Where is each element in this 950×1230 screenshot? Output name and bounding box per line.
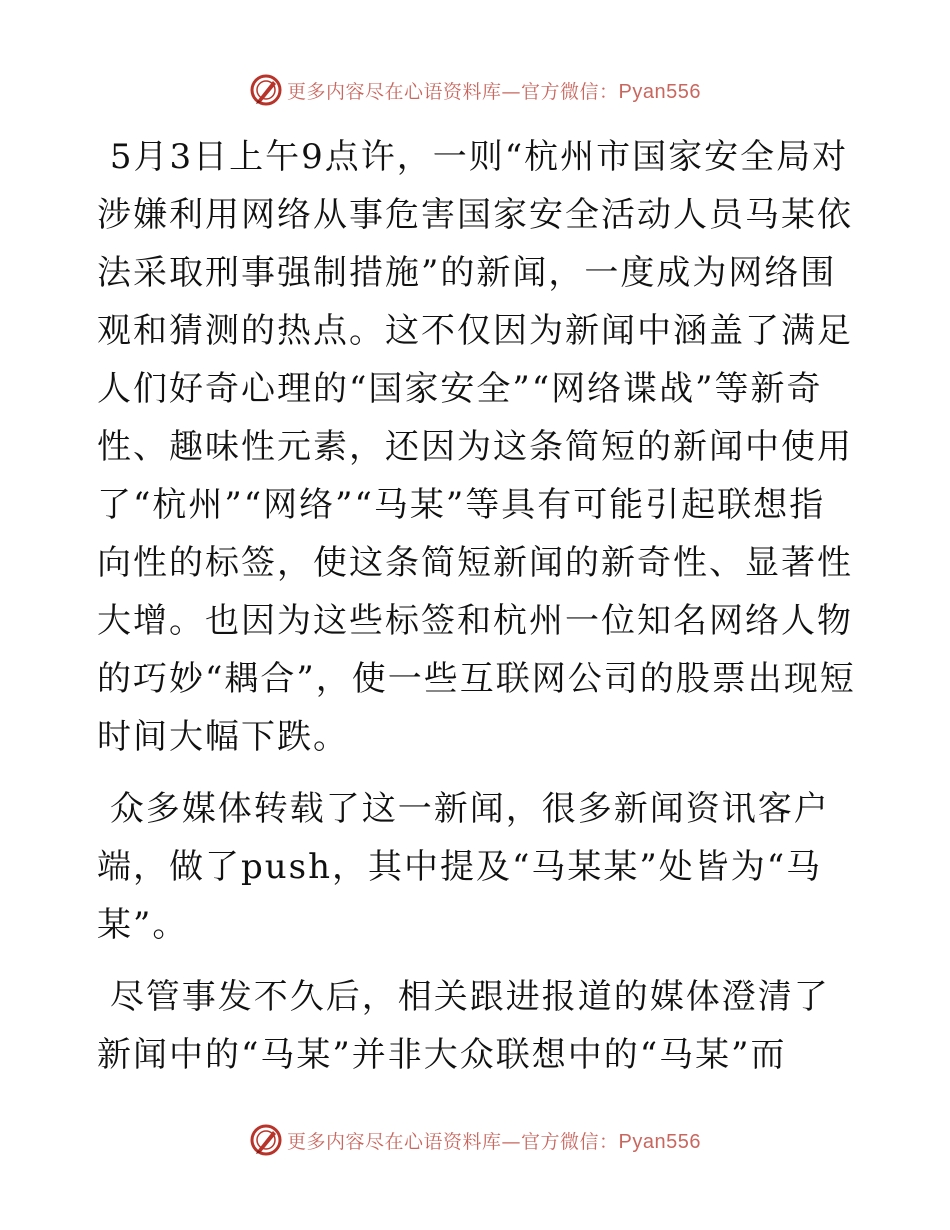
banner-slogan: 更多内容尽在心语资料库—官方微信： [287,80,619,103]
banner-brand: Pyan556 [618,80,701,103]
paragraph-3: 尽管事发不久后，相关跟进报道的媒体澄清了新闻中的“马某”并非大众联想中的“马某”而 [97,977,830,1075]
banner-brand: Pyan556 [618,1130,701,1153]
paragraph-2: 众多媒体转载了这一新闻，很多新闻资讯客户端，做了push，其中提及“马某某”处皆为“马某”。 [97,789,830,945]
pen-logo-icon [249,73,283,107]
banner-text [287,77,701,104]
header-banner [0,70,950,110]
banner-slogan: 更多内容尽在心语资料库—官方微信： [287,1130,619,1153]
footer-banner [0,1120,950,1160]
article-body [97,128,857,1084]
banner-text [287,1127,701,1154]
pen-logo-icon [249,1123,283,1157]
paragraph-1: 5月3日上午9点许，一则“杭州市国家安全局对涉嫌利用网络从事危害国家安全活动人员马某依法采取刑事强制措施”的新闻，一度成为网络围观和猜测的热点。这不仅因为新闻中涵盖了满足人们好奇心理的“国家安全”“网络谍战”等新奇性、趣味性元素，还因为这条简短的新闻中使用了“杭州”“网络”“马某”等具有可能引起联想指向性的标签，使这条简短新闻的新奇性、显著性大增。也因为这些标签和杭州一位知名网络人物的巧妙“耦合”，使一些互联网公司的股票出现短时间大幅下跌。 [97,137,856,757]
